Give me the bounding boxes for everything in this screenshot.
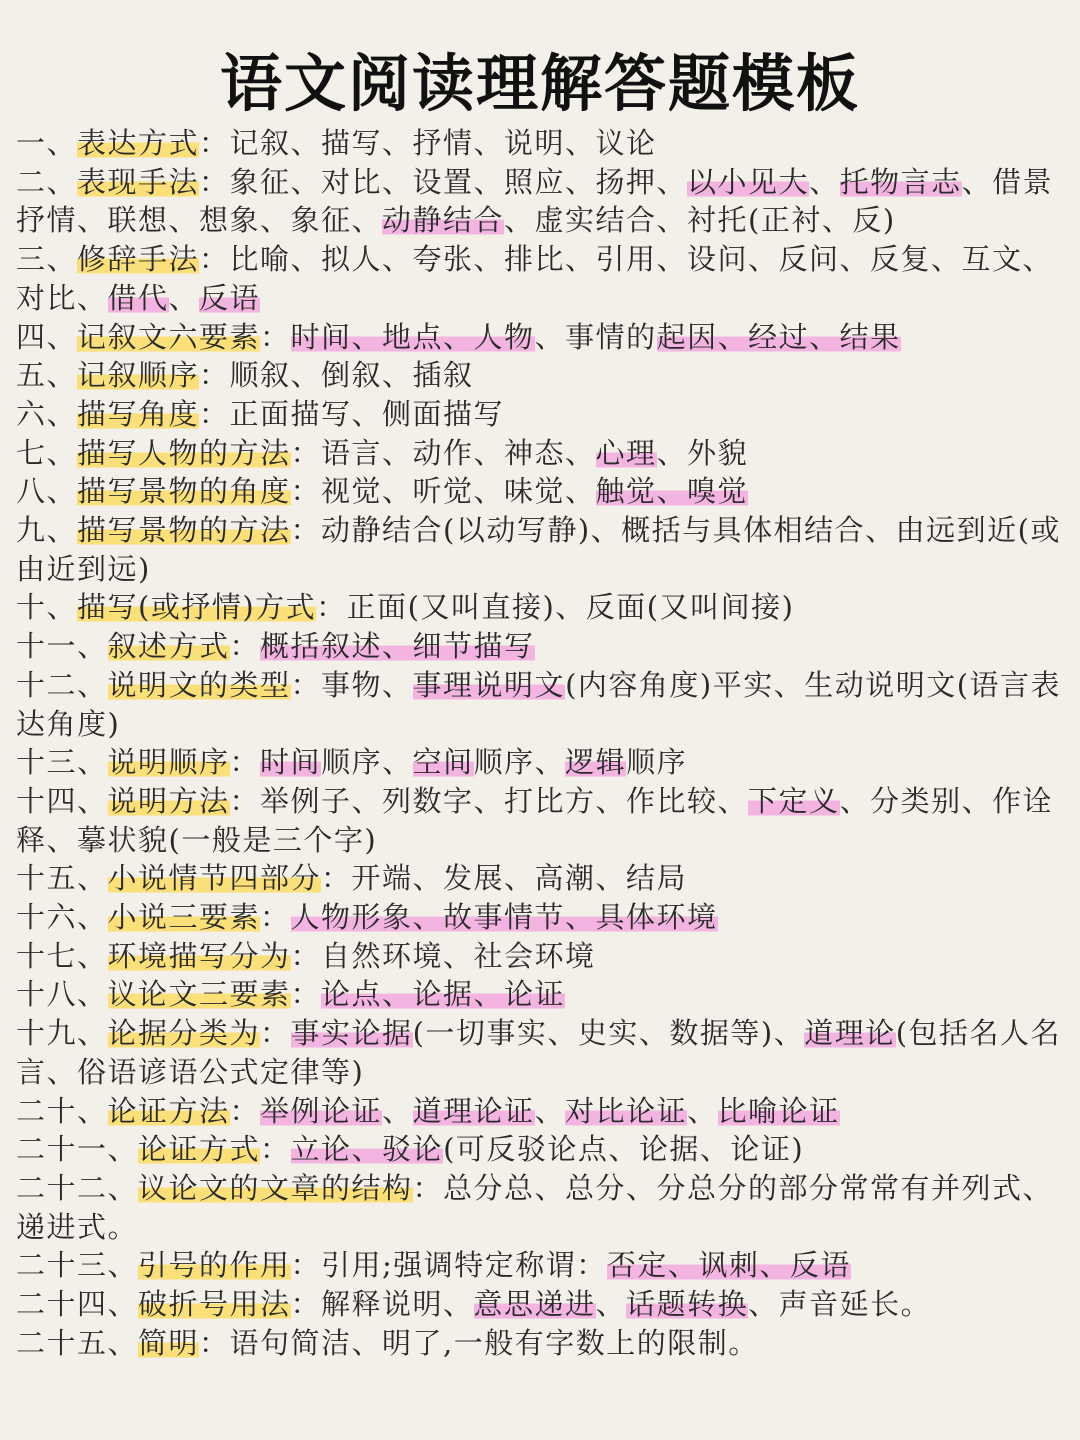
item-heading: 议论文三要素 bbox=[107, 977, 291, 1012]
item-text: ： bbox=[229, 629, 261, 664]
item-text: 二、 bbox=[16, 164, 78, 199]
item-text: 十五、 bbox=[16, 861, 108, 896]
list-item bbox=[16, 937, 1066, 976]
item-heading: 记叙文六要素 bbox=[77, 319, 261, 354]
template-list bbox=[16, 124, 1066, 1363]
item-text: 一、 bbox=[16, 126, 78, 160]
item-text: 、外貌 bbox=[656, 435, 749, 470]
list-item bbox=[16, 1014, 1066, 1091]
item-text: 顺序、 bbox=[321, 745, 413, 780]
item-text: ： bbox=[260, 1016, 291, 1051]
highlighted-term: 以小见大 bbox=[687, 164, 810, 199]
highlighted-term: 反语 bbox=[199, 280, 261, 315]
list-item bbox=[16, 434, 1066, 473]
highlighted-term: 立论、驳论 bbox=[290, 1132, 444, 1167]
item-text: (包括名人名言、俗语谚语公式定律等) bbox=[16, 1016, 1062, 1089]
item-text: 十一、 bbox=[16, 629, 108, 664]
page-title: 语文阅读理解答题模板 bbox=[219, 47, 860, 120]
item-text: 十、 bbox=[16, 590, 78, 625]
item-heading: 修辞手法 bbox=[77, 242, 200, 277]
item-text: 十八、 bbox=[16, 977, 108, 1012]
item-heading: 描写(或抒情)方式 bbox=[77, 590, 317, 625]
item-text: (内容角度)平实、生动说明文(语言表达角度) bbox=[16, 667, 1062, 741]
list-item bbox=[16, 898, 1066, 937]
item-heading: 描写角度 bbox=[77, 396, 200, 431]
highlighted-term: 时间、地点、人物 bbox=[290, 319, 535, 354]
item-heading: 描写景物的角度 bbox=[77, 474, 291, 509]
list-item bbox=[16, 975, 1066, 1014]
highlighted-term: 对比论证 bbox=[565, 1093, 688, 1128]
item-text: 、 bbox=[168, 280, 200, 315]
item-heading: 引号的作用 bbox=[138, 1248, 291, 1283]
item-text: ： bbox=[260, 900, 291, 935]
highlighted-term: 借代 bbox=[107, 280, 169, 315]
item-text: ：象征、对比、设置、照应、扬押、 bbox=[199, 164, 688, 199]
list-item bbox=[16, 1246, 1066, 1285]
item-text: 、声音延长。 bbox=[748, 1287, 932, 1322]
item-text: 八、 bbox=[16, 474, 78, 509]
item-text: 二十五、 bbox=[16, 1325, 139, 1360]
item-text: 二十、 bbox=[16, 1093, 108, 1128]
item-text: (一切事实、史实、数据等)、 bbox=[412, 1016, 805, 1051]
highlighted-term: 意思递进 bbox=[473, 1287, 596, 1322]
item-text: 四、 bbox=[16, 319, 78, 354]
list-item bbox=[16, 163, 1066, 240]
highlighted-term: 举例论证 bbox=[260, 1093, 383, 1128]
item-heading: 论据分类为 bbox=[107, 1016, 261, 1051]
highlighted-term: 否定、讽刺、反语 bbox=[606, 1248, 851, 1283]
item-text: 、 bbox=[534, 1093, 566, 1128]
item-text: 三、 bbox=[16, 242, 78, 277]
highlighted-term: 概括叙述、细节描写 bbox=[260, 629, 535, 664]
item-heading: 说明文的类型 bbox=[107, 667, 291, 702]
item-text: ：语言、动作、神态、 bbox=[290, 435, 596, 470]
item-text: ： bbox=[290, 977, 322, 1012]
item-text: ： bbox=[260, 319, 291, 354]
item-heading: 简明 bbox=[138, 1325, 200, 1360]
item-text: 六、 bbox=[16, 396, 78, 431]
highlighted-term: 事理说明文 bbox=[412, 667, 566, 702]
item-heading: 叙述方式 bbox=[107, 629, 230, 664]
item-heading: 说明顺序 bbox=[107, 745, 230, 780]
item-text: 二十三、 bbox=[16, 1248, 139, 1283]
item-heading: 表达方式 bbox=[77, 126, 200, 160]
item-text: 顺序 bbox=[626, 745, 688, 780]
highlighted-term: 起因、经过、结果 bbox=[656, 319, 901, 354]
item-heading: 小说情节四部分 bbox=[107, 861, 322, 896]
item-text: 、 bbox=[595, 1287, 627, 1322]
item-text: ：开端、发展、高潮、结局 bbox=[321, 861, 688, 896]
highlighted-term: 动静结合 bbox=[382, 203, 505, 238]
highlighted-term: 时间 bbox=[260, 745, 322, 780]
list-item bbox=[16, 1092, 1066, 1131]
item-text: ：正面描写、侧面描写 bbox=[199, 396, 505, 431]
item-heading: 描写景物的方法 bbox=[77, 513, 291, 548]
item-text: ：解释说明、 bbox=[290, 1287, 474, 1322]
highlighted-term: 道理论证 bbox=[412, 1093, 535, 1128]
item-text: ：自然环境、社会环境 bbox=[290, 938, 596, 973]
list-item bbox=[16, 1130, 1066, 1169]
item-text: 十六、 bbox=[16, 900, 108, 935]
item-text: ：事物、 bbox=[290, 667, 413, 702]
highlighted-term: 话题转换 bbox=[626, 1287, 749, 1322]
highlighted-term: 比喻论证 bbox=[717, 1093, 840, 1128]
item-text: 十二、 bbox=[16, 667, 108, 702]
item-text: 十三、 bbox=[16, 745, 108, 780]
item-text: 五、 bbox=[16, 358, 78, 393]
highlighted-term: 人物形象、故事情节、具体环境 bbox=[290, 900, 718, 935]
highlighted-term: 触觉、嗅觉 bbox=[595, 474, 749, 509]
list-item bbox=[16, 240, 1066, 317]
item-text: 、 bbox=[687, 1093, 718, 1128]
item-text: 十七、 bbox=[16, 938, 108, 973]
item-text: ：语句简洁、明了,一般有字数上的限制。 bbox=[199, 1325, 759, 1360]
item-heading: 议论文的文章的结构 bbox=[138, 1170, 413, 1205]
item-text: 十四、 bbox=[16, 783, 108, 818]
item-text: 二十四、 bbox=[16, 1287, 139, 1322]
list-item bbox=[16, 743, 1066, 782]
item-text: ：视觉、听觉、味觉、 bbox=[290, 474, 596, 509]
item-text: (可反驳论点、论据、论证) bbox=[443, 1132, 805, 1167]
list-item bbox=[16, 782, 1066, 859]
highlighted-term: 下定义 bbox=[748, 783, 840, 818]
item-heading: 表现手法 bbox=[77, 164, 200, 199]
item-text: ：比喻、拟人、夸张、排比、引用、设问、反问、反复、互文、对比、 bbox=[16, 242, 1054, 315]
list-item bbox=[16, 318, 1066, 357]
item-text: 十九、 bbox=[16, 1016, 108, 1051]
list-item bbox=[16, 1169, 1066, 1246]
list-item bbox=[16, 511, 1066, 588]
list-item bbox=[16, 1324, 1066, 1363]
list-item bbox=[16, 472, 1066, 511]
list-item bbox=[16, 1285, 1066, 1324]
list-item bbox=[16, 395, 1066, 434]
item-heading: 环境描写分为 bbox=[107, 938, 291, 973]
item-text: ： bbox=[229, 1093, 261, 1128]
item-heading: 论证方法 bbox=[107, 1093, 230, 1128]
item-text: ：举例子、列数字、打比方、作比较、 bbox=[229, 783, 749, 818]
item-text: 顺序、 bbox=[473, 745, 566, 780]
item-heading: 描写人物的方法 bbox=[77, 435, 291, 470]
item-text: 、虚实结合、衬托(正衬、反) bbox=[504, 203, 896, 238]
item-text: 二十二、 bbox=[16, 1170, 139, 1205]
item-text: 、借景抒情、联想、想象、象征、 bbox=[16, 164, 1054, 238]
item-heading: 论证方式 bbox=[138, 1132, 261, 1167]
list-item bbox=[16, 627, 1066, 666]
item-heading: 小说三要素 bbox=[107, 900, 261, 935]
item-text: 、 bbox=[382, 1093, 413, 1128]
item-text: 九、 bbox=[16, 513, 78, 548]
list-item bbox=[16, 588, 1066, 627]
list-item bbox=[16, 124, 1066, 163]
item-text: ： bbox=[260, 1132, 291, 1167]
highlighted-term: 事实论据 bbox=[290, 1016, 413, 1051]
item-text: 二十一、 bbox=[16, 1132, 139, 1167]
item-text: ：记叙、描写、抒情、说明、议论 bbox=[199, 126, 657, 160]
highlighted-term: 论点、论据、论证 bbox=[321, 977, 566, 1012]
item-text: ：总分总、总分、分总分的部分常常有并列式、递进式。 bbox=[16, 1170, 1054, 1244]
list-item bbox=[16, 666, 1066, 743]
highlighted-term: 心理 bbox=[595, 435, 657, 470]
item-text: 、事情的 bbox=[534, 319, 657, 354]
item-text: ：引用;强调特定称谓： bbox=[290, 1248, 607, 1283]
item-text: ： bbox=[229, 745, 261, 780]
highlighted-term: 托物言志 bbox=[839, 164, 962, 199]
item-heading: 记叙顺序 bbox=[77, 358, 200, 393]
item-text: ：顺叙、倒叙、插叙 bbox=[199, 358, 474, 393]
item-text: 、分类别、作诠释、摹状貌(一般是三个字) bbox=[16, 783, 1054, 857]
item-heading: 破折号用法 bbox=[138, 1287, 291, 1322]
item-text: 、 bbox=[809, 164, 840, 199]
item-heading: 说明方法 bbox=[107, 783, 230, 818]
item-text: ：动静结合(以动写静)、概括与具体相结合、由远到近(或由近到远) bbox=[16, 513, 1061, 586]
highlighted-term: 空间 bbox=[412, 745, 474, 780]
list-item bbox=[16, 859, 1066, 898]
highlighted-term: 道理论 bbox=[804, 1016, 896, 1051]
highlighted-term: 逻辑 bbox=[565, 745, 627, 780]
item-text: ：正面(又叫直接)、反面(又叫间接) bbox=[316, 590, 795, 625]
list-item bbox=[16, 356, 1066, 395]
item-text: 七、 bbox=[16, 435, 78, 470]
